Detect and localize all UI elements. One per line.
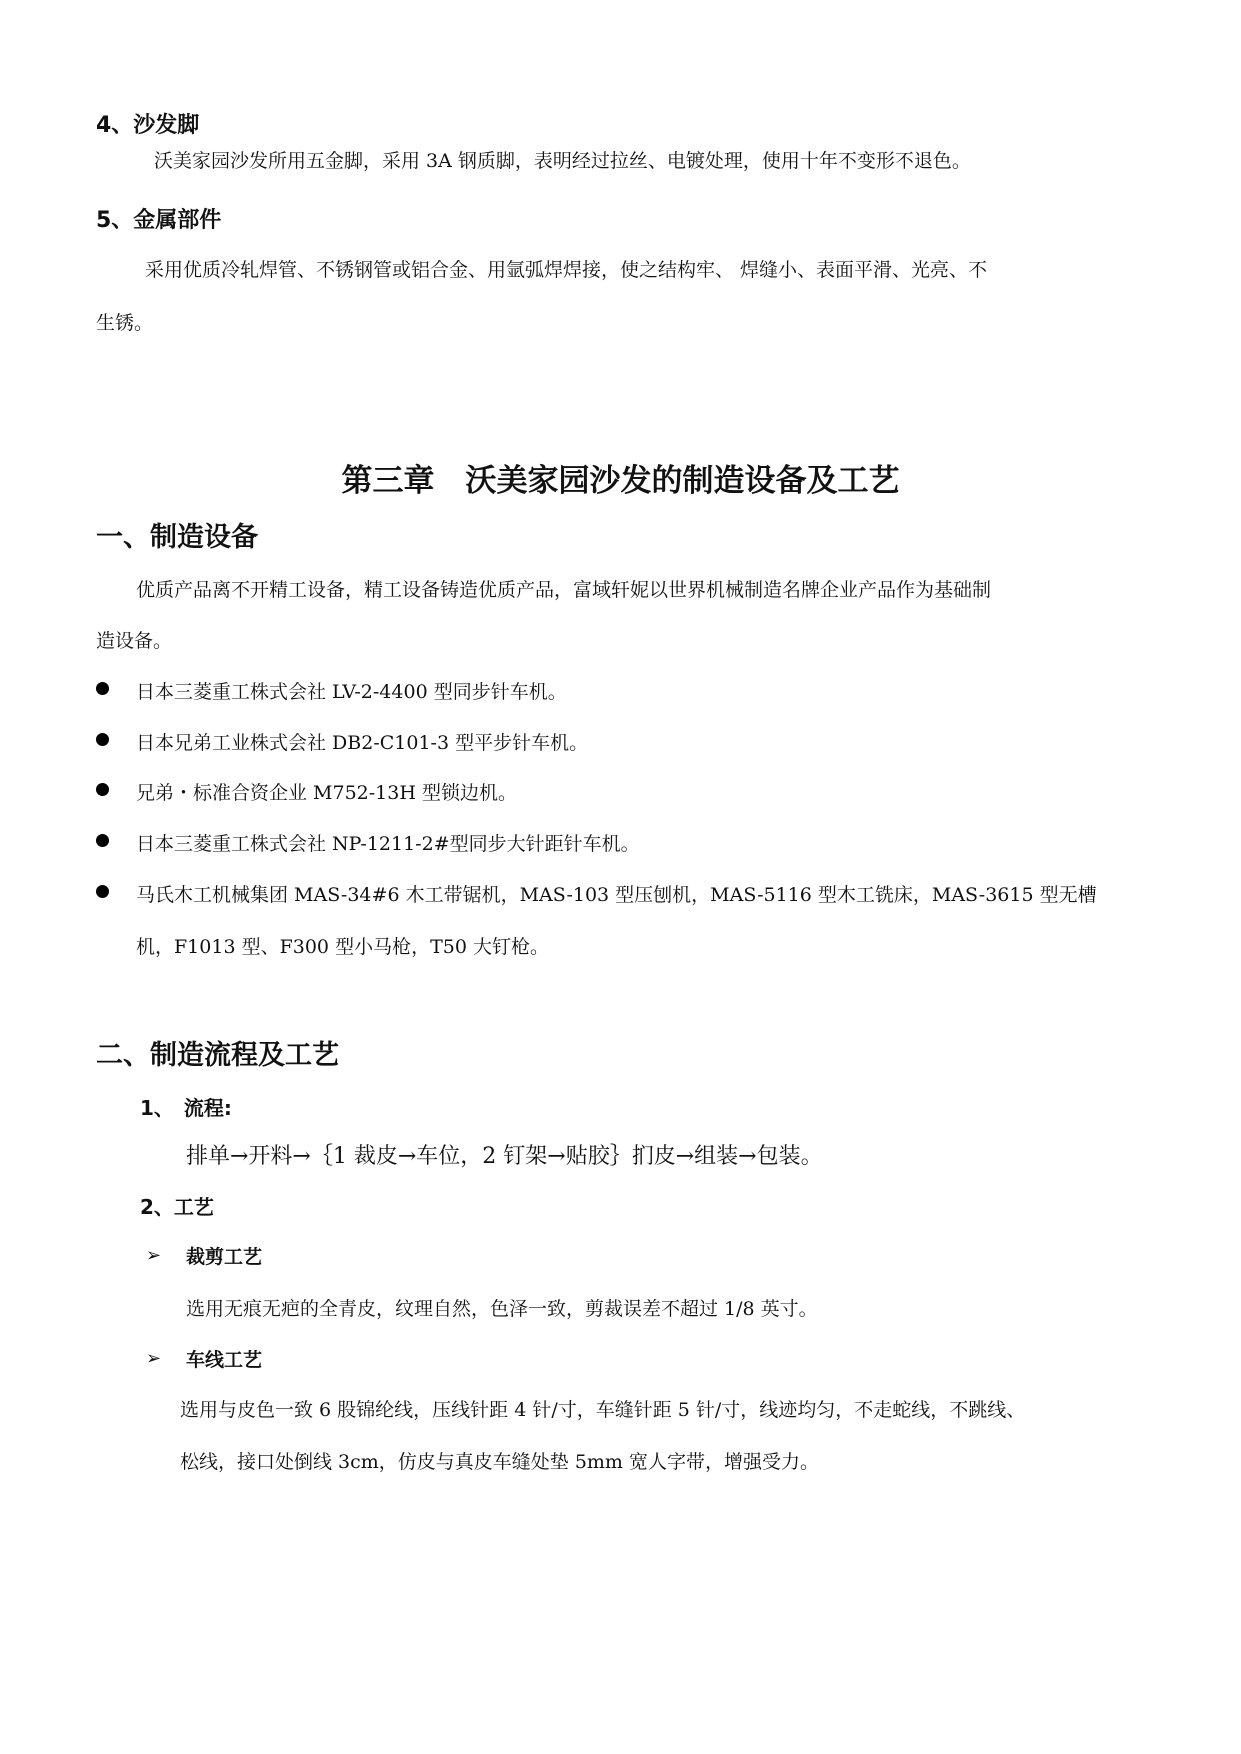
chapter-title: 第三章 沃美家园沙发的制造设备及工艺	[341, 463, 900, 499]
bullet-dot-icon	[96, 682, 109, 695]
section-4-text: 沃美家园沙发所用五金脚，采用 3A 钢质脚，表明经过拉丝、电镀处理，使用十年不变形不退色。	[154, 150, 971, 172]
sewing-text-line1: 选用与皮色一致 6 股锦纶线，压线针距 4 针/寸，车缝针距 5 针/寸，线迹均匀，不走蛇线，不跳线、	[180, 1399, 1026, 1421]
bullet-dot-icon	[96, 783, 109, 796]
bullet-dot-icon	[96, 733, 109, 746]
section-5-text-line2: 生锈。	[96, 312, 154, 334]
craft-heading: 2、工艺	[140, 1195, 214, 1219]
equipment-item: 马氏木工机械集团 MAS-34#6 木工带锯机，MAS-103 型压刨机，MAS-5116 型木工铣床，MAS-3615 型无槽	[136, 884, 1097, 906]
arrow-right-icon: ➢	[146, 1245, 162, 1266]
equipment-item: 兄弟・标准合资企业 M752-13H 型锁边机。	[136, 782, 517, 804]
part-2-heading: 二、制造流程及工艺	[96, 1040, 339, 1071]
equipment-item: 日本兄弟工业株式会社 DB2-C101-3 型平步针车机。	[136, 732, 589, 754]
equipment-item: 日本三菱重工株式会社 LV-2-4400 型同步针车机。	[136, 681, 567, 703]
section-5-text-line1: 采用优质冷轧焊管、不锈钢管或铝合金、用氩弧焊焊接，使之结构牢、 焊缝小、表面平滑、光亮、不	[145, 259, 988, 281]
part-1-intro-line1: 优质产品离不开精工设备，精工设备铸造优质产品，富域轩妮以世界机械制造名牌企业产品作为基础制	[136, 579, 992, 601]
flow-text: 排单→开料→｛1 裁皮→车位，2 钉架→贴胶｝扪皮→组装→包装。	[186, 1144, 823, 1169]
section-4-heading: 4、沙发脚	[96, 113, 200, 138]
part-1-heading: 一、制造设备	[96, 522, 258, 553]
sewing-text-line2: 松线，接口处倒线 3cm，仿皮与真皮车缝处垫 5mm 宽人字带，增强受力。	[180, 1451, 819, 1473]
bullet-dot-icon	[96, 885, 109, 898]
equipment-item: 日本三菱重工株式会社 NP-1211-2#型同步大针距针车机。	[136, 833, 640, 855]
cutting-text: 选用无痕无疤的全青皮，纹理自然，色泽一致，剪裁误差不超过 1/8 英寸。	[186, 1298, 818, 1320]
arrow-right-icon: ➢	[146, 1348, 162, 1369]
bullet-dot-icon	[96, 834, 109, 847]
equipment-item-continued: 机，F1013 型、F300 型小马枪，T50 大钉枪。	[136, 936, 549, 958]
cutting-heading: 裁剪工艺	[186, 1246, 263, 1268]
section-5-heading: 5、金属部件	[96, 208, 222, 233]
sewing-heading: 车线工艺	[186, 1349, 263, 1371]
flow-heading: 1、 流程:	[140, 1096, 232, 1120]
part-1-intro-line2: 造设备。	[96, 630, 173, 652]
